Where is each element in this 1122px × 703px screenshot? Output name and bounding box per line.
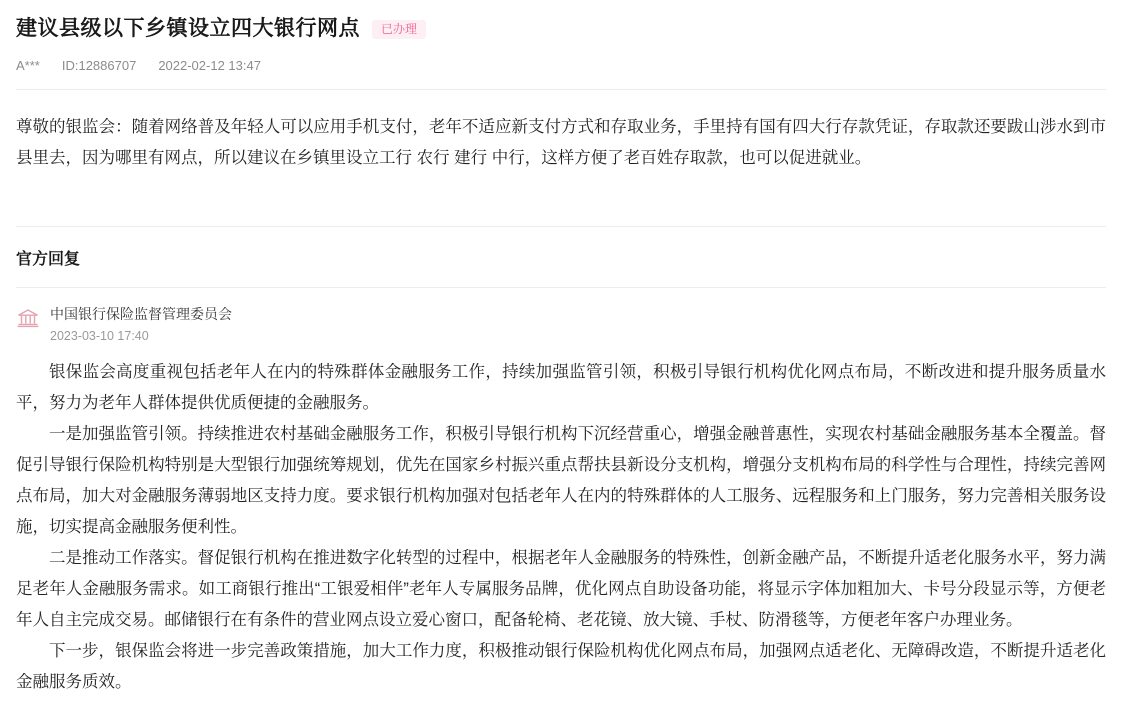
question-datetime: 2022-02-12 13:47 [158, 58, 261, 73]
bank-icon [16, 306, 40, 330]
organization-row [16, 304, 1106, 343]
reply-paragraph: 银保监会高度重视包括老年人在内的特殊群体金融服务工作，持续加强监管引领，积极引导银行机构优化网点布局，不断改进和提升服务质量水平，努力为老年人群体提供优质便捷的金融服务。 [16, 363, 1106, 412]
organization-name: 中国银行保险监督管理委员会 [50, 306, 232, 322]
status-badge: 已办理 [372, 20, 426, 39]
question-text: 尊敬的银监会：随着网络普及年轻人可以应用手机支付，老年不适应新支付方式和存取业务，手里持有国有四大行存款凭证，存取款还要跋山涉水到市县里去，因为哪里有网点，所以建议在乡镇里设立工行 农行 建行 中行，这样方便了老百姓存取款，也可以促进就业。 [16, 118, 1106, 167]
reply-paragraph: 二是推动工作落实。督促银行机构在推进数字化转型的过程中，根据老年人金融服务的特殊性，创新金融产品，不断提升适老化服务水平，努力满足老年人金融服务需求。如工商银行推出“工银爱相伴”老年人专属服务品牌，优化网点自助设备功能，将显示字体加粗加大、卡号分段显示等，方便老年人自主完成交易。邮储银行在有条件的营业网点设立爱心窗口，配备轮椅、老花镜、放大镜、手杖、防滑毯等，方便老年客户办理业务。 [16, 549, 1106, 629]
meta-row [16, 58, 1106, 73]
page-title: 建议县级以下乡镇设立四大银行网点 [16, 17, 360, 40]
reply-body [16, 357, 1106, 698]
reply-date: 2023-03-10 17:40 [50, 329, 149, 343]
header-divider [16, 89, 1106, 90]
reply-heading-underline [16, 287, 1106, 288]
title-row [16, 0, 1106, 44]
author-name: A*** [16, 58, 40, 73]
reply-paragraph: 下一步，银保监会将进一步完善政策措施，加大工作力度，积极推动银行保险机构优化网点布局，加强网点适老化、无障碍改造，不断提升适老化金融服务质效。 [16, 642, 1106, 691]
organization-text [50, 304, 232, 343]
reply-paragraph: 一是加强监管引领。持续推进农村基础金融服务工作，积极引导银行机构下沉经营重心，增强金融普惠性，实现农村基础金融服务基本全覆盖。督促引导银行保险机构特别是大型银行加强统筹规划，优先在国家乡村振兴重点帮扶县新设分支机构，增强分支机构布局的科学性与合理性，持续完善网点布局，加大对金融服务薄弱地区支持力度。要求银行机构加强对包括老年人在内的特殊群体的人工服务、远程服务和上门服务，努力完善相关服务设施，切实提高金融服务便利性。 [16, 425, 1106, 536]
section-divider [16, 226, 1106, 227]
question-id: ID:12886707 [61, 58, 137, 73]
reply-heading: 官方回复 [16, 251, 81, 268]
